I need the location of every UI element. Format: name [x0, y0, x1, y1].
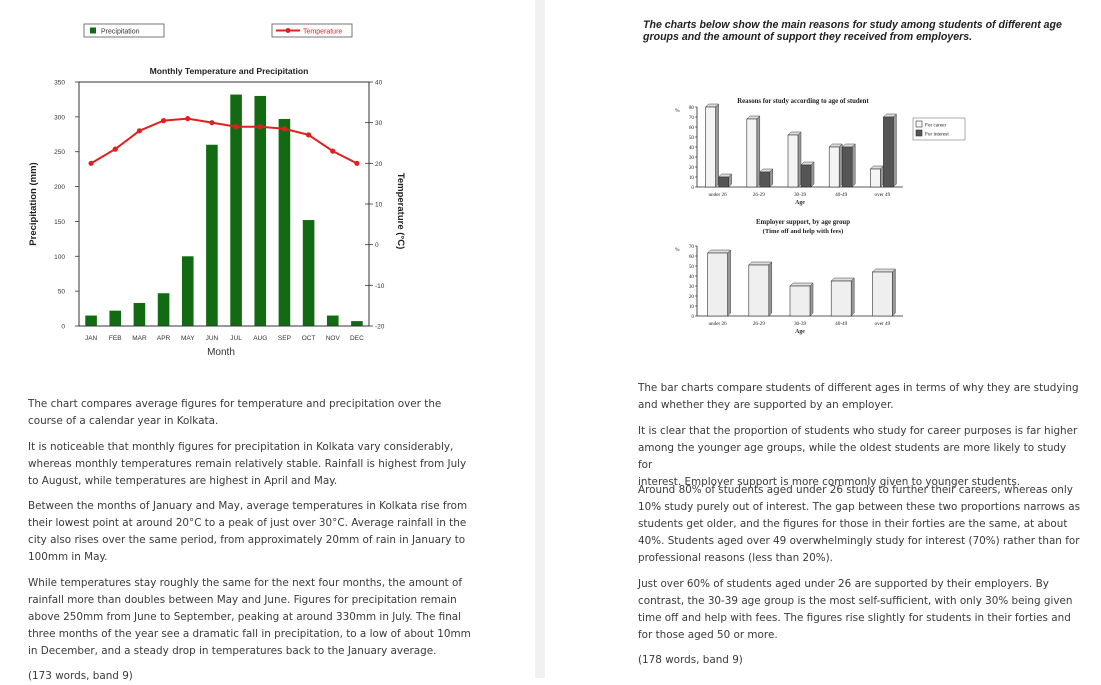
x-tick-label: FEB [108, 335, 122, 342]
support-bar [831, 281, 851, 316]
y-tick-right-label: 10 [375, 201, 383, 209]
page-gutter [535, 0, 545, 678]
x-tick-label: MAY [180, 335, 195, 342]
y-tick-left-label: 0 [61, 323, 65, 331]
temperature-point [354, 161, 359, 166]
right-page [545, 0, 1080, 678]
essay-paragraph [28, 575, 471, 660]
x-tick-label: JUN [205, 335, 219, 342]
essay-line: 100mm in May. [28, 551, 108, 564]
precipitation-bar [279, 119, 291, 326]
temperature-point [185, 116, 190, 121]
y-tick-label: 20 [688, 294, 694, 300]
essay-paragraph [638, 576, 1073, 644]
y-tick-left-label: 50 [57, 288, 65, 296]
interest-bar-side [770, 169, 773, 187]
essay-line: whereas monthly temperatures remain relatively stable. Rainfall is highest from July [28, 457, 467, 470]
temperature-point [113, 147, 118, 152]
temperature-point [209, 120, 214, 125]
y-tick-right-label: 20 [375, 160, 383, 168]
essay-line: students get older, and the figures for those in their forties are the same, at about [638, 518, 1068, 531]
support-bar-side [892, 269, 895, 316]
x-tick-label: JAN [84, 335, 98, 342]
temperature-point [137, 128, 142, 133]
support-bar-top [749, 262, 772, 265]
x-tick-label: APR [156, 335, 171, 342]
essay-line: It is noticeable that monthly figures for precipitation in Kolkata vary considerably, [28, 440, 454, 453]
chart-legend [84, 24, 352, 37]
x-tick-label: DEC [350, 335, 364, 342]
career-bar-side [798, 132, 801, 187]
y-tick-right-label: 0 [375, 242, 379, 250]
career-bar [829, 147, 839, 187]
essay-line: professional reasons (less than 20%). [638, 552, 833, 565]
essay-line: Just over 60% of students aged under 26 are supported by their employers. By [638, 577, 1049, 590]
x-tick-label: MAR [132, 335, 147, 342]
essay-line: in December, and a steady drop in temperatures back to the January average. [28, 644, 437, 657]
legend-career-label: For career [925, 122, 947, 129]
temperature-point [233, 124, 238, 129]
x-tick-label: over 49 [874, 192, 891, 198]
essay-paragraph [28, 396, 441, 430]
interest-bar [760, 172, 770, 187]
y-tick-right-label: -20 [375, 323, 385, 331]
essay-line: for those aged 50 or more. [638, 628, 778, 641]
x-tick-label: 40-49 [835, 192, 848, 198]
essay-line: course of a calendar year in Kolkata. [28, 415, 219, 427]
task-heading-line: groups and the amount of support they received from employers. [643, 31, 973, 43]
y-tick-left-label: 250 [54, 149, 65, 157]
legend-temperature-label: Temperature [303, 28, 343, 36]
precipitation-bar [327, 316, 339, 326]
essay-line: It is clear that the proportion of students who study for career purposes is far higher [638, 424, 1078, 437]
career-bar [788, 135, 798, 187]
y-tick-label: 10 [688, 304, 694, 310]
y-tick-left-label: 350 [54, 79, 65, 87]
temperature-point [161, 118, 166, 123]
support-bar-side [728, 250, 731, 316]
precipitation-bar [134, 303, 146, 326]
essay-line: interest. Employer support is more commonly given to younger students. [638, 475, 1021, 488]
x-axis-label: Month [207, 347, 235, 358]
y-tick-label: 60 [688, 125, 694, 131]
y-tick-right-label: -10 [375, 282, 385, 290]
y-axis-right-label: Temperature (°C) [395, 172, 406, 250]
y-axis-left-label: Precipitation (mm) [28, 162, 39, 246]
y-tick-right-label: 30 [375, 120, 383, 128]
essay-line: 10% study purely out of interest. The gap between these two proportions narrows as [638, 501, 1080, 514]
y-tick-label: 40 [688, 274, 694, 280]
essay-line: rainfall more than doubles between May and June. Figures for precipitation remain [28, 593, 457, 606]
legend-interest-label: For interest [925, 131, 949, 138]
essay-line: three months of the year see a dramatic fall in precipitation, to a low of about 10mm [28, 627, 471, 640]
precipitation-bar [158, 293, 170, 326]
y-tick-left-label: 100 [54, 253, 65, 261]
y-tick-label: 50 [688, 264, 694, 270]
interest-bar-side [852, 144, 855, 187]
y-tick-left-label: 150 [54, 218, 65, 226]
legend-interest-swatch [916, 130, 922, 136]
essay-line: The bar charts compare students of different ages in terms of why they are studying [638, 382, 1079, 394]
legend-career-swatch [916, 121, 922, 127]
y-tick-label: 20 [688, 165, 694, 171]
x-tick-label: 40-49 [835, 321, 848, 327]
support-bar-top [831, 278, 854, 281]
essay-line: their lowest point at around 20°C to a peak of just over 30°C. Average rainfall in the [28, 517, 467, 530]
interest-bar [719, 177, 729, 187]
plot-frame [79, 82, 369, 326]
x-axis-label: Age [795, 329, 805, 335]
x-tick-label: under 26 [708, 192, 727, 198]
essay-paragraph [638, 482, 1080, 567]
essay-line: The chart compares average figures for temperature and precipitation over the [28, 398, 442, 410]
y-tick-label: 70 [688, 244, 694, 250]
career-bar-side [839, 144, 842, 187]
chart-title: Monthly Temperature and Precipitation [149, 66, 309, 76]
temperature-point [88, 161, 93, 166]
y-tick-label: 40 [688, 145, 694, 151]
essay-line: Around 80% of students aged under 26 study to further their careers, whereas only [638, 484, 1073, 497]
essay-line: (173 words, band 9) [28, 670, 133, 683]
essay-line: While temperatures stay roughly the same for the next four months, the amount of [28, 576, 463, 589]
temperature-point [306, 132, 311, 137]
essay-paragraph [638, 380, 1079, 414]
y-tick-right-label: 40 [375, 79, 383, 87]
essay-line: contrast, the 30-39 age group is the most self-sufficient, with only 30% being given [638, 594, 1073, 607]
x-tick-label: OCT [301, 335, 316, 342]
temperature-line [91, 119, 357, 164]
y-tick-label: 30 [688, 284, 694, 290]
x-tick-label: 30-39 [793, 192, 807, 198]
y-tick-left-label: 300 [54, 114, 65, 122]
support-bar [708, 253, 728, 316]
x-tick-label: NOV [325, 335, 340, 342]
x-tick-label: over 49 [874, 321, 891, 327]
interest-bar [801, 165, 811, 187]
legend-precipitation-label: Precipitation [101, 28, 140, 36]
precipitation-bar [351, 321, 363, 326]
y-tick-label: 70 [688, 115, 694, 121]
precipitation-bar [182, 256, 194, 326]
precipitation-bar [109, 311, 121, 326]
x-tick-label: SEP [277, 335, 291, 342]
y-axis-unit: % [675, 247, 680, 253]
essay-paragraph [638, 652, 743, 669]
essay-line: among the younger age groups, while the oldest students are more likely to study for [638, 441, 1067, 471]
support-bar [749, 265, 769, 316]
y-tick-label: 10 [688, 175, 694, 181]
x-axis-label: Age [795, 200, 805, 206]
interest-bar [883, 117, 893, 187]
x-tick-label: under 26 [708, 321, 727, 327]
x-tick-label: 26-29 [752, 321, 765, 327]
y-tick-label: 50 [688, 135, 694, 141]
y-tick-label: 30 [688, 155, 694, 161]
support-bar-top [872, 269, 895, 272]
essay-paragraph [28, 668, 133, 685]
support-bar-side [769, 262, 772, 316]
support-bar [790, 286, 810, 316]
essay-line: 40%. Students aged over 49 overwhelmingly study for interest (70%) rather than for [638, 535, 1080, 548]
task-heading [643, 19, 1073, 43]
support-bar-top [708, 250, 731, 253]
chart-title: Reasons for study according to age of student [737, 98, 869, 105]
essay-paragraph [28, 498, 467, 566]
x-tick-label: AUG [253, 335, 268, 342]
support-bar-side [810, 283, 813, 316]
career-bar-side [716, 104, 719, 187]
legend-temperature-marker [286, 28, 291, 33]
precipitation-bar [303, 220, 315, 326]
career-bar [747, 119, 757, 187]
x-tick-label: JUL [230, 335, 242, 342]
career-bar [870, 169, 880, 187]
x-tick-label: 26-29 [752, 192, 765, 198]
left-page [0, 0, 535, 683]
interest-bar-side [811, 162, 814, 187]
career-bar [706, 107, 716, 187]
support-bar [872, 272, 892, 316]
chart-subtitle: (Time off and help with fees) [762, 228, 844, 235]
essay-paragraph [28, 439, 466, 490]
support-bar-side [851, 278, 854, 316]
essay-line: (178 words, band 9) [638, 654, 743, 667]
task-heading-line: The charts below show the main reasons for study among students of different age [643, 19, 1062, 31]
y-tick-label: 60 [688, 254, 694, 260]
y-axis-unit: % [675, 108, 680, 114]
essay-line: city also rises over the same period, from approximately 20mm of rain in January to [28, 534, 466, 547]
essay-line: time off and help with fees. The figures rise slightly for students in their forties and [638, 611, 1071, 624]
precipitation-bar [85, 316, 97, 326]
essay-line: to August, while temperatures are highest in April and May. [28, 474, 338, 487]
essay-paragraph [638, 423, 1080, 491]
study-reasons-chart [675, 78, 1101, 408]
interest-bar [842, 147, 852, 187]
essay-line: above 250mm from June to September, peaking at around 330mm in July. The final [28, 610, 462, 623]
temperature-point [282, 126, 287, 131]
essay-line: Between the months of January and May, average temperatures in Kolkata rise from [28, 500, 468, 513]
temperature-point [330, 149, 335, 154]
essay-line: and whether they are supported by an employer. [638, 399, 894, 411]
precipitation-bar [254, 96, 266, 326]
career-bar-side [880, 166, 883, 187]
x-tick-label: 30-39 [793, 321, 807, 327]
support-bar-top [790, 283, 813, 286]
y-tick-label: 0 [691, 314, 694, 320]
precipitation-bar [206, 145, 218, 326]
y-tick-label: 0 [691, 185, 694, 191]
temperature-point [258, 124, 263, 129]
y-tick-label: 80 [688, 105, 694, 111]
legend-precipitation-swatch [90, 28, 96, 34]
chart-title: Employer support, by age group [756, 219, 850, 226]
kolkata-climate-chart [24, 16, 444, 361]
y-tick-left-label: 200 [54, 184, 65, 192]
career-bar-side [757, 116, 760, 187]
interest-bar-side [893, 114, 896, 187]
